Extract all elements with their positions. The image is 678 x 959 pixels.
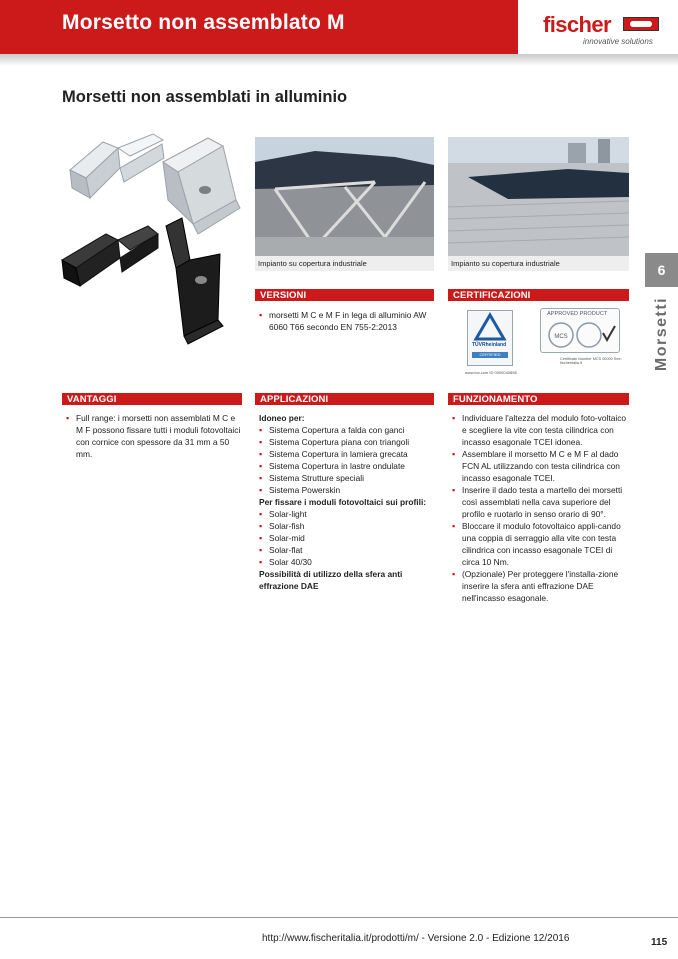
approved-product-text: APPROVED PRODUCT [547,311,608,317]
versioni-heading: VERSIONI [255,289,434,301]
list-item: ▪ Sistema Strutture speciali [259,472,435,484]
list-item: ▪ (Opzionale) Per proteggere l'installa-zione inserire la sfera anti effrazione DAE nell'incasso esagonale. [452,568,630,604]
installation-photo-1 [255,137,434,271]
page-header [0,0,678,56]
checkmark-icon [603,326,615,340]
photo-caption: Impianto su copertura industriale [448,256,629,271]
section-title: Morsetti non assemblati in alluminio [62,88,348,106]
list-item: ▪ Assemblare il morsetto M C e M F al dado FCN AL utilizzando con testa cilindrica con incasso esagonale TCEI. [452,448,630,484]
footer-divider [0,917,678,918]
mcs-certificate-text: Certificate Number MCS 00000 See: fischeritalia.it [560,357,622,365]
footer-url[interactable]: http://www.fischeritalia.it/prodotti/m/ - Versione 2.0 - Edizione 12/2016 [262,933,570,944]
list-item: ▪ Solar-flat [259,544,435,556]
product-image [58,130,248,380]
list-item: ▪ morsetti M C e M F in lega di alluminio AW 6060 T66 secondo EN 755-2:2013 [259,309,435,333]
photo-caption: Impianto su copertura industriale [255,256,434,271]
funzionamento-heading: FUNZIONAMENTO [448,393,629,405]
black-middle-clamp-icon [62,226,158,286]
approved-seal-icon [577,323,601,347]
tuv-id-text: www.tuv.com ID 0000040898 [465,370,517,375]
tuv-triangle-icon [468,311,512,345]
brand-logo: fischer [543,12,611,37]
black-end-clamp-icon [166,218,223,344]
list-item: ▪ Inserire il dado testa a martello dei morsetti così assemblati nella cava superiore del profilo e ruotarlo in senso orario di 90°. [452,484,630,520]
silver-middle-clamp-icon [70,134,164,198]
list-item: ▪ Solar-light [259,508,435,520]
page-title: Morsetto non assemblato M [62,11,345,34]
tuv-brand-text: TÜVRheinland [472,342,507,348]
list-item: ▪ Solar-mid [259,532,435,544]
applicazioni-section [259,412,435,592]
header-shadow [0,54,678,66]
list-item: ▪ Individuare l'altezza del modulo foto-voltaico e scegliere la vite con testa cilindrica con incasso esagonale TCEI idonea. [452,412,630,448]
versioni-section [259,309,435,333]
applicazioni-intro: Idoneo per: [259,413,305,423]
list-item: ▪ Sistema Powerskin [259,484,435,496]
applicazioni-heading: APPLICAZIONI [255,393,434,405]
installation-photo-2 [448,137,629,271]
page-number: 115 [651,937,668,948]
vantaggi-section [66,412,244,460]
list-item: ▪ Sistema Copertura in lamiera grecata [259,448,435,460]
list-item: ▪ Bloccare il modulo fotovoltaico appli-cando una coppia di serraggio alla vite con testa cilindrica con incasso esagonale TCEI di circa 10 Nm. [452,520,630,568]
chapter-tab-label [650,292,674,382]
vantaggi-heading: VANTAGGI [62,393,242,405]
list-item: ▪ Solar-fish [259,520,435,532]
brand-tagline: innovative solutions [583,37,653,46]
silver-end-clamp-icon [163,138,240,234]
tuv-certificate-logo [467,310,513,366]
list-item: ▪ Solar 40/30 [259,556,435,568]
list-item: ▪ Sistema Copertura piana con triangoli [259,436,435,448]
mcs-text: MCS [554,334,568,340]
applicazioni-note: Possibilità di utilizzo della sfera anti effrazione DAE [259,569,403,591]
tuv-certified-text: CERTIFIED [472,352,508,358]
chapter-tab-number: 6 [645,253,678,287]
mcs-approved-logo [540,308,620,353]
list-item: ▪ Sistema Copertura a falda con ganci [259,424,435,436]
certificazioni-heading: CERTIFICAZIONI [448,289,629,301]
list-item: ▪ Sistema Copertura in lastre ondulate [259,460,435,472]
chapter-label-text: Morsetti [653,296,670,372]
funzionamento-section [452,412,630,604]
brand-badge-icon [623,17,659,31]
certifications-area [448,305,629,373]
profiles-heading: Per fissare i moduli fotovoltaici sui profili: [259,497,427,507]
list-item: ▪ Full range: i morsetti non assemblati M C e M F possono fissare tutti i moduli fotovoltaici con cornice con spessore da 31 mm a 50 mm. [66,412,244,460]
